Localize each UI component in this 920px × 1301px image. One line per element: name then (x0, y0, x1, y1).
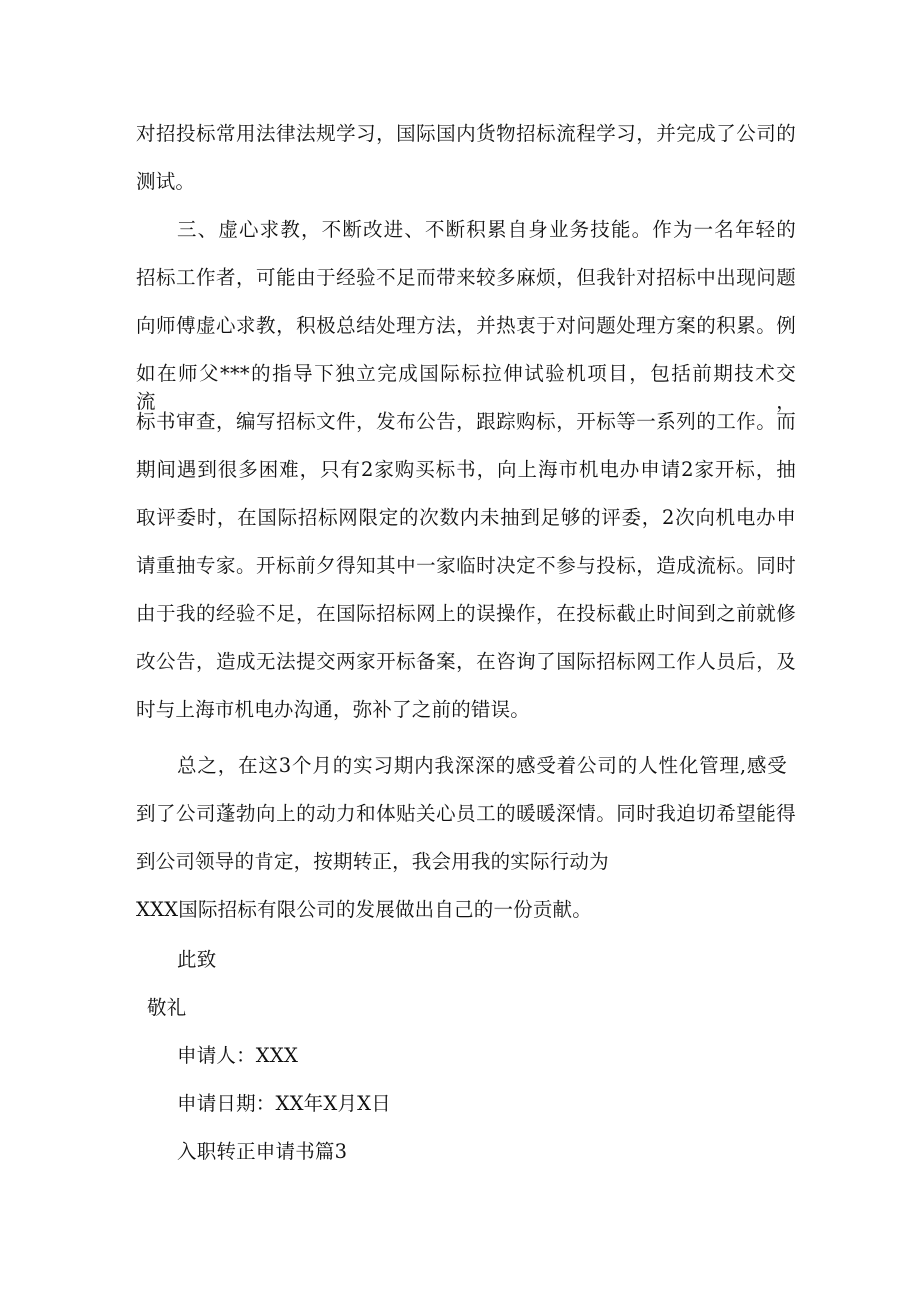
section-three-line-11: 时与上海市机电办沟通，弥补了之前的错误。 (136, 698, 531, 721)
section-three-line-5: 标书审查，编写招标文件，发布公告，跟踪购标，开标等一系列的工作。而 (136, 410, 796, 433)
next-section-title: 入职转正申请书篇3 (177, 1140, 348, 1163)
conclusion-line-1: 总之，在这3个月的实习期内我深深的感受着公司的人性化管理,感受 (177, 754, 787, 777)
body-line-2: 测试。 (136, 170, 196, 193)
section-three-line-10: 改公告，造成无法提交两家开标备案，在咨询了国际招标网工作人员后，及 (136, 650, 796, 673)
closing-regards: 敬礼 (147, 996, 187, 1019)
conclusion-line-4: XXX国际招标有限公司的发展做出自己的一份贡献。 (136, 898, 592, 921)
conclusion-line-2: 到了公司蓬勃向上的动力和体贴关心员工的暖暖深情。同时我迫切希望能得 (136, 802, 796, 825)
section-three-line-2: 招标工作者，可能由于经验不足而带来较多麻烦，但我针对招标中出现问题 (136, 266, 796, 289)
section-three-line-9: 由于我的经验不足，在国际招标网上的误操作，在投标截止时间到之前就修 (136, 602, 796, 625)
conclusion-line-3: 到公司领导的肯定，按期转正，我会用我的实际行动为 (136, 850, 609, 873)
section-three-line-4: 如在师父***的指导下独立完成国际标拉伸试验机项目，包括前期技术交流， (136, 362, 796, 413)
body-line-1: 对招投标常用法律法规学习，国际国内货物招标流程学习，并完成了公司的 (136, 122, 796, 145)
closing-salutation: 此致 (177, 948, 217, 971)
section-three-line-7: 取评委时，在国际招标网限定的次数内未抽到足够的评委，2次向机电办申 (136, 506, 796, 529)
applicant-name: 申请人：XXX (177, 1044, 299, 1067)
application-date: 申请日期：XX年X月X日 (177, 1092, 391, 1115)
section-three-line-6: 期间遇到很多困难，只有2家购买标书，向上海市机电办申请2家开标，抽 (136, 458, 796, 481)
section-three-line-8: 请重抽专家。开标前夕得知其中一家临时决定不参与投标，造成流标。同时 (136, 554, 796, 577)
section-three-line-3: 向师傅虚心求教，积极总结处理方法，并热衷于对问题处理方案的积累。例 (136, 314, 796, 337)
section-three-line-1: 三、虚心求教，不断改进、不断积累自身业务技能。作为一名年轻的 (177, 218, 796, 241)
